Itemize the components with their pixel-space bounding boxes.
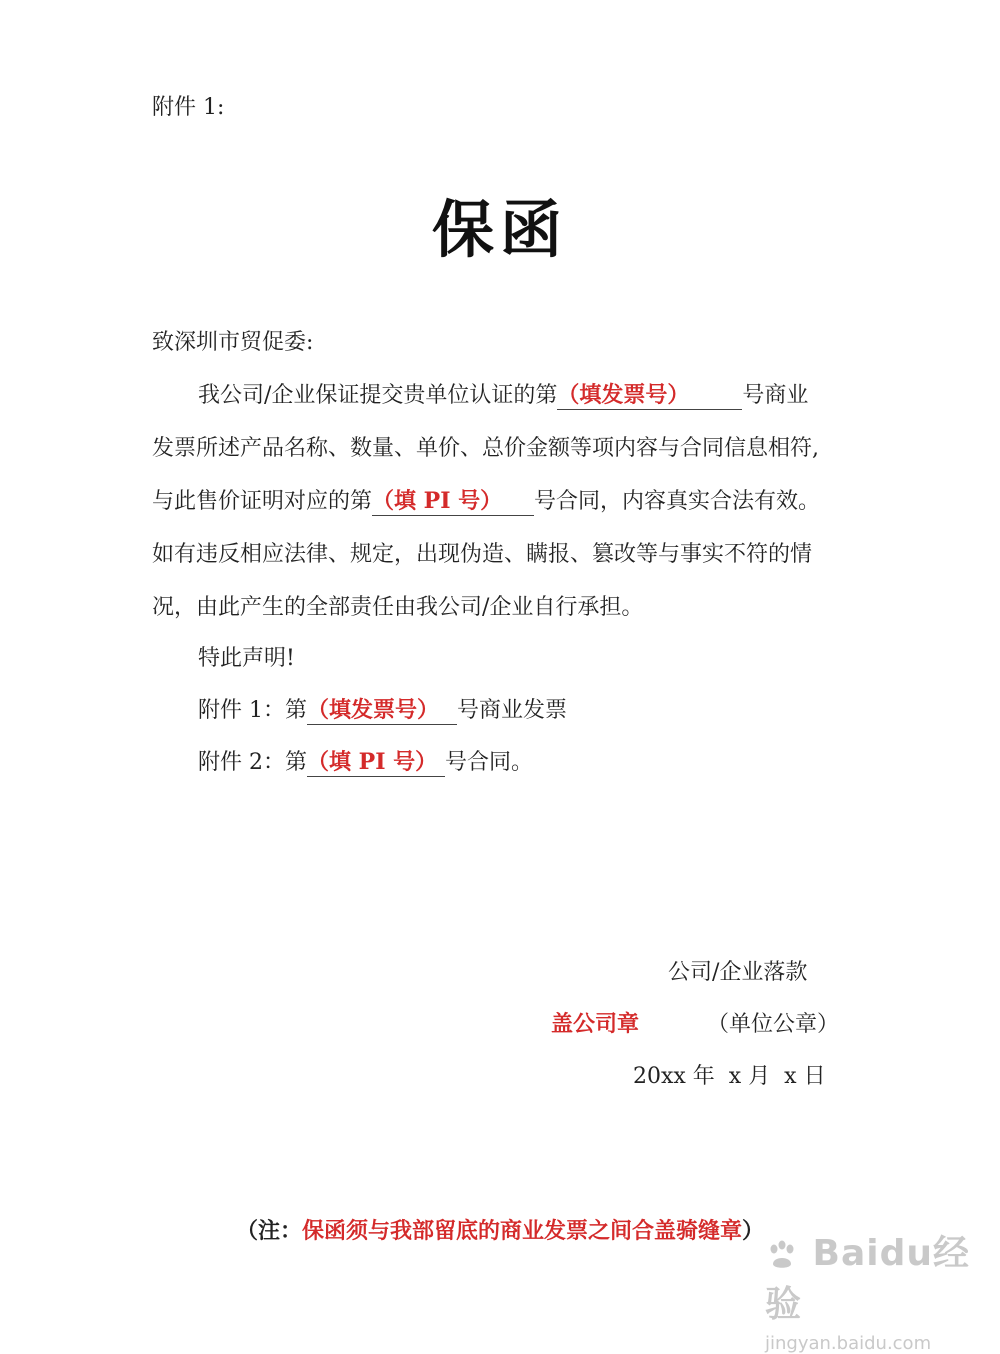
watermark-main: [765, 1225, 1000, 1327]
attachment-1-prefix: 附件 1：第: [198, 698, 307, 723]
attachment-header: 附件 1:: [152, 95, 225, 120]
paragraph-line-5: 况，由此产生的全部责任由我公司/企业自行承担。: [152, 595, 644, 620]
line1-suffix: 号商业: [742, 383, 809, 408]
watermark-text: Baidu经验: [765, 1233, 971, 1325]
baidu-watermark: [765, 1225, 1000, 1354]
company-signature-label: 公司/企业落款: [668, 960, 808, 985]
note-close: ）: [742, 1218, 765, 1244]
line3-suffix: 号合同，内容真实合法有效。: [534, 489, 821, 514]
paragraph-line-4: 如有违反相应法律、规定，出现伪造、瞒报、篡改等与事实不符的情: [152, 542, 813, 567]
line1-prefix: 我公司/企业保证提交贵单位认证的第: [198, 383, 558, 408]
signature-date: 20xx 年 x 月 x 日: [633, 1064, 826, 1089]
addressee: 致深圳市贸促委:: [152, 330, 314, 355]
paragraph-line-3: [152, 484, 820, 516]
watermark-url: jingyan.baidu.com: [765, 1333, 932, 1354]
note-open: （注：: [235, 1218, 302, 1244]
stamp-label: （单位公章）: [707, 1012, 840, 1037]
note-text: 保函须与我部留底的商业发票之间合盖骑缝章: [301, 1218, 742, 1244]
attachment-1-suffix: 号商业发票: [457, 698, 568, 723]
paragraph-line-1: [198, 378, 808, 410]
page-title: 保函: [431, 193, 568, 266]
pi-number-fill: [372, 490, 534, 516]
paw-icon: [765, 1238, 799, 1272]
attachment-2-suffix: 号合同。: [445, 750, 534, 775]
attachment-2-fill: [307, 751, 445, 777]
attachment-1: [198, 693, 567, 725]
attachment-2-prefix: 附件 2：第: [198, 750, 307, 775]
paragraph-line-2: 发票所述产品名称、数量、单价、总价金额等项内容与合同信息相符,: [152, 436, 819, 461]
attachment-1-placeholder: （填发票号）: [307, 697, 440, 723]
attachment-2-placeholder: （填 PI 号）: [307, 749, 438, 775]
attachment-2: [198, 745, 533, 777]
pi-number-placeholder: （填 PI 号）: [372, 488, 503, 514]
stamp-instruction: 盖公司章: [551, 1011, 640, 1037]
declaration: 特此声明!: [198, 646, 295, 671]
attachment-1-fill: [307, 699, 457, 725]
line3-prefix: 与此售价证明对应的第: [152, 489, 373, 514]
invoice-number-fill: [557, 384, 742, 410]
invoice-number-placeholder: （填发票号）: [557, 382, 690, 408]
